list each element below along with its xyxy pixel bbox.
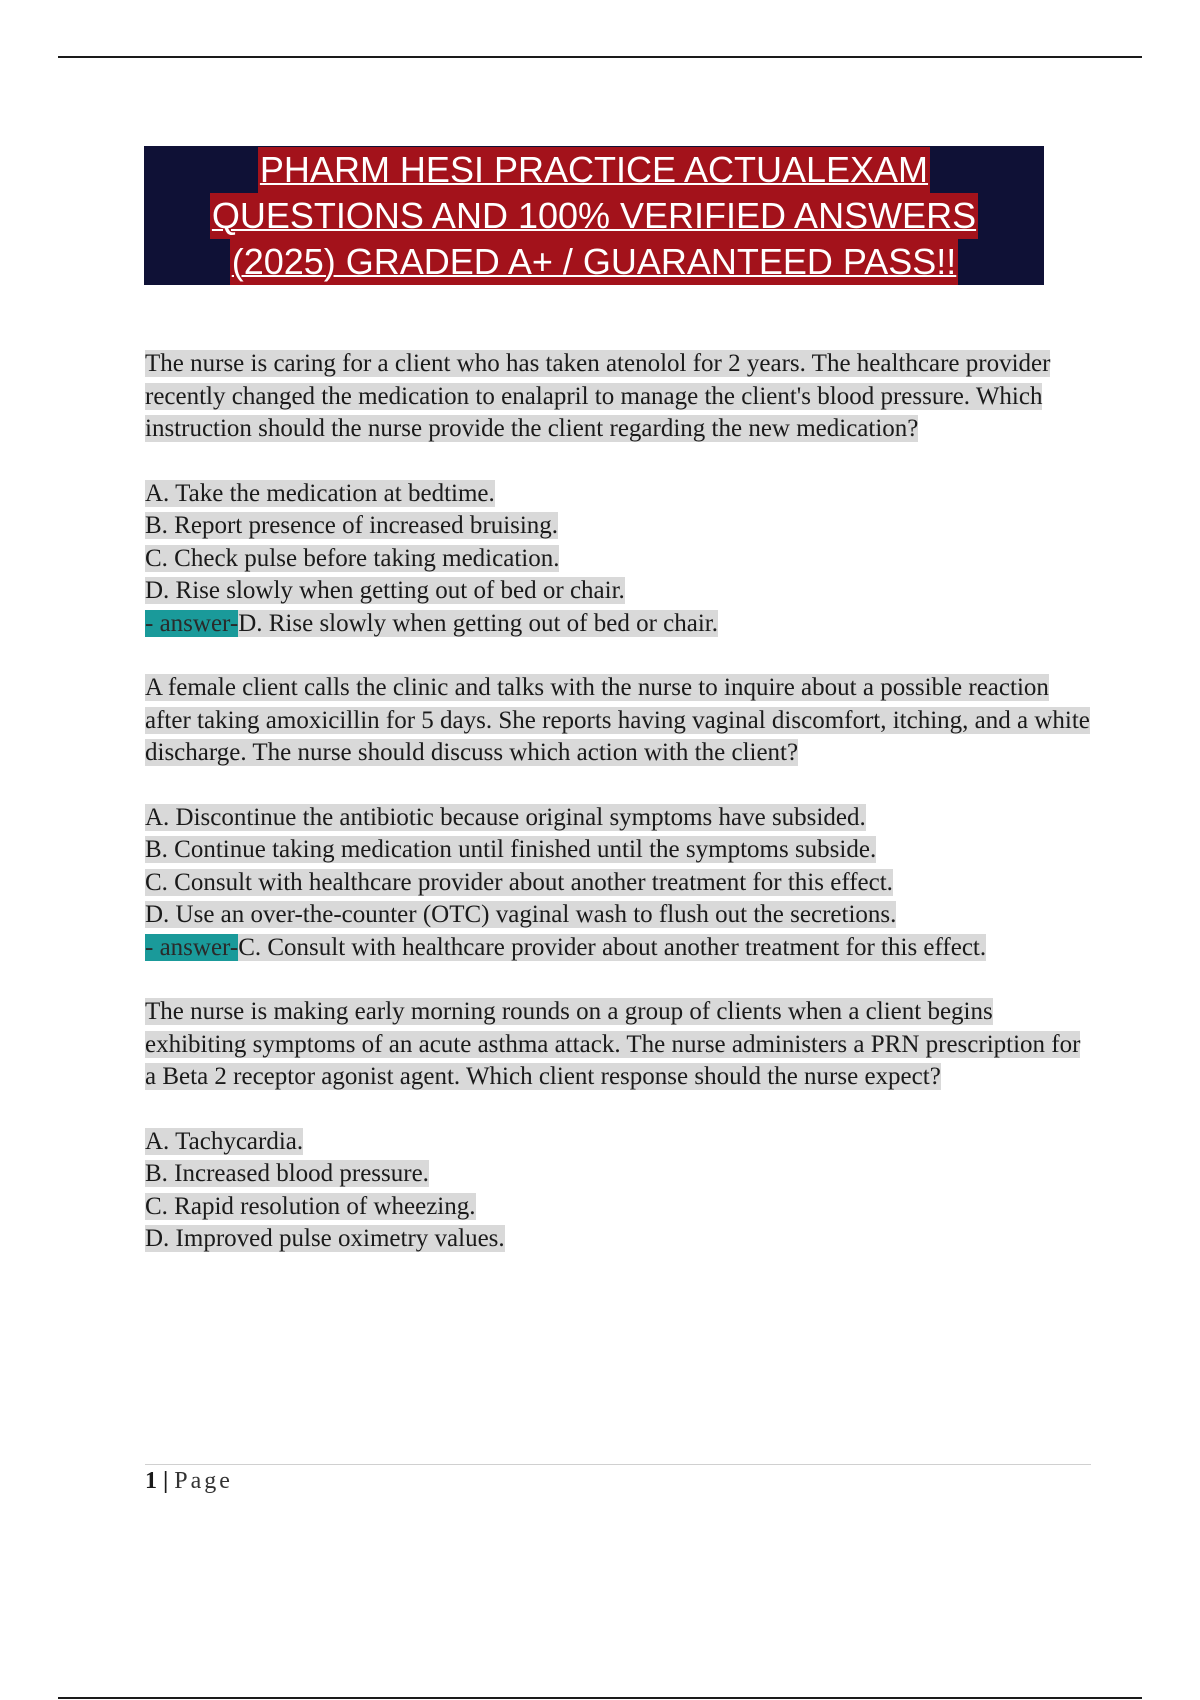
page-number: 1	[145, 1468, 157, 1494]
option-list	[145, 802, 1095, 965]
option: B. Report presence of increased bruising.	[145, 512, 559, 539]
answer-tag: - answer-	[145, 609, 239, 637]
page-footer	[145, 1466, 233, 1496]
option-list	[145, 478, 1095, 641]
answer-text: C. Consult with healthcare provider about another treatment for this effect.	[238, 933, 987, 961]
option: C. Check pulse before taking medication.	[145, 544, 560, 572]
title-line: QUESTIONS AND 100% VERIFIED ANSWERS	[210, 193, 978, 239]
option: C. Consult with healthcare provider about another treatment for this effect.	[145, 868, 893, 896]
answer-tag: - answer-	[145, 933, 239, 961]
option: A. Tachycardia.	[145, 1127, 304, 1155]
question-stem: A female client calls the clinic and talks with the nurse to inquire about a possible reaction after taking amoxicillin for 5 days. She reports having vaginal discomfort, itching, and a white discharge. The nurse should discuss which action with the client?	[145, 674, 1090, 766]
option: D. Improved pulse oximetry values.	[145, 1225, 505, 1252]
page-label: Page	[174, 1468, 233, 1494]
title-line: (2025) GRADED A+ / GUARANTEED PASS!!	[230, 239, 959, 285]
option: B. Continue taking medication until finished until the symptoms subside.	[145, 836, 877, 863]
question-list	[145, 348, 1095, 1256]
footer-rule	[145, 1464, 1091, 1465]
option-list	[145, 1126, 1095, 1256]
document-title	[144, 146, 1044, 285]
top-rule	[58, 56, 1142, 58]
answer-text: D. Rise slowly when getting out of bed or chair.	[238, 609, 718, 637]
footer-separator: |	[157, 1468, 175, 1494]
option: D. Rise slowly when getting out of bed or chair.	[145, 577, 625, 604]
option: B. Increased blood pressure.	[145, 1160, 429, 1187]
title-line: PHARM HESI PRACTICE ACTUALEXAM	[258, 147, 930, 193]
bottom-rule	[58, 1697, 1142, 1699]
option: C. Rapid resolution of wheezing.	[145, 1192, 476, 1220]
answer-line	[145, 608, 1095, 641]
option: D. Use an over-the-counter (OTC) vaginal wash to flush out the secretions.	[145, 901, 897, 928]
answer-line	[145, 932, 1095, 965]
option: A. Discontinue the antibiotic because original symptoms have subsided.	[145, 803, 866, 831]
option: A. Take the medication at bedtime.	[145, 479, 495, 507]
question-stem: The nurse is caring for a client who has taken atenolol for 2 years. The healthcare provider recently changed the medication to enalapril to manage the client's blood pressure. Which instruction should the nurse provide the client regarding the new medication?	[145, 350, 1051, 442]
question-stem: The nurse is making early morning rounds on a group of clients when a client begins exhibiting symptoms of an acute asthma attack. The nurse administers a PRN prescription for a Beta 2 receptor agonist agent. Which client response should the nurse expect?	[145, 998, 1081, 1090]
